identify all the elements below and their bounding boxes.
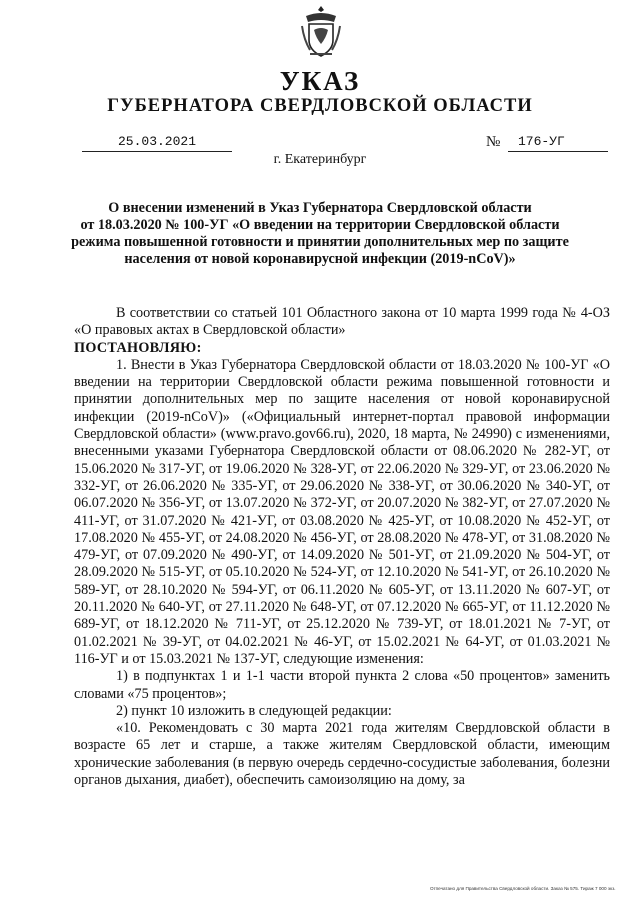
quoted-paragraph: «10. Рекомендовать с 30 марта 2021 года жителям Свердловской области в возрасте 65 лет и старше, а также жителям Свердловской области, имеющим хронические заболевания (в первую очередь сердечно-сосудистые заболевания, болезни органов дыхания, диабет), обеспечить самоизоляцию на дому, за — [74, 720, 610, 789]
print-note: Отпечатано для Правительства Свердловской области. Заказ № 575. Тираж 7 000 экз. — [430, 886, 616, 891]
issuer-title: ГУБЕРНАТОРА СВЕРДЛОВСКОЙ ОБЛАСТИ — [107, 96, 533, 116]
city: г. Екатеринбург — [273, 152, 367, 167]
number-sign: № — [486, 134, 501, 150]
heading-line: О внесении изменений в Указ Губернатора Свердловской области — [108, 200, 532, 216]
subitem-1: 1) в подпунктах 1 и 1-1 части второй пункта 2 слова «50 процентов» заменить словами «75 процентов»; — [74, 668, 610, 702]
decree-number: 176-УГ — [508, 134, 608, 152]
heading-line: от 18.03.2020 № 100-УГ «О введении на территории Свердловской области — [80, 217, 560, 233]
item-1: 1. Внести в Указ Губернатора Свердловской области от 18.03.2020 № 100-УГ «О введении на территории Свердловской области режима повышенной готовности и принятии дополнительных мер по защите населения от новой коронавирусной инфекции (2019-nCoV)» («Официальный интернет-портал правовой информации Свердловской области» (www.pravo.gov66.ru), 2020, 18 марта, № 24990) с изменениями, внесенными указами Губернатора Свердловской области от 08.06.2020 № 282-УГ, от 15.06.2020 № 317-УГ, от 19.06.2020 № 328-УГ, от 22.06.2020 № 329-УГ, от 23.06.2020 № 332-УГ, от 26.06.2020 № 335-УГ, от 29.06.2020 № 338-УГ, от 30.06.2020 № 340-УГ, от 06.07.2020 № 356-УГ, от 13.07.2020 № 372-УГ, от 20.07.2020 № 382-УГ, от 27.07.2020 № 411-УГ, от 31.07.2020 № 421-УГ, от 03.08.2020 № 425-УГ, от 10.08.2020 № 452-УГ, от 17.08.2020 № 455-УГ, от 24.08.2020 № 456-УГ, от 28.08.2020 № 478-УГ, от 31.08.2020 № 479-УГ, от 07.09.2020 № 490-УГ, от 14.09.2020 № 501-УГ, от 21.09.2020 № 504-УГ, от 28.09.2020 № 515-УГ, от 05.10.2020 № 524-УГ, от 12.10.2020 № 541-УГ, от 26.10.2020 № 589-УГ, от 28.10.2020 № 594-УГ, от 06.11.2020 № 605-УГ, от 13.11.2020 № 607-УГ, от 20.11.2020 № 640-УГ, от 27.11.2020 № 648-УГ, от 07.12.2020 № 665-УГ, от 11.12.2020 № 689-УГ, от 18.12.2020 № 711-УГ, от 25.12.2020 № 739-УГ, от 18.01.2021 № 7-УГ, от 01.02.2021 № 39-УГ, от 04.02.2021 № 46-УГ, от 15.02.2021 № 64-УГ, от 01.03.2021 № 116-УГ и от 15.03.2021 № 137-УГ, следующие изменения: — [74, 356, 610, 667]
preamble: В соответствии со статьей 101 Областного закона от 10 марта 1999 года № 4-ОЗ «О правовых актах в Свердловской области» — [74, 305, 610, 339]
subitem-2: 2) пункт 10 изложить в следующей редакции: — [116, 702, 392, 719]
decree-heading — [60, 200, 580, 268]
decree-date: 25.03.2021 — [82, 134, 232, 152]
decree-word: ПОСТАНОВЛЯЮ: — [74, 339, 202, 356]
document-type-title: УКАЗ — [279, 66, 361, 96]
coat-of-arms-icon — [300, 4, 342, 60]
heading-line: населения от новой коронавирусной инфекции (2019-nCoV)» — [124, 251, 516, 267]
heading-line: режима повышенной готовности и принятии дополнительных мер по защите — [71, 234, 569, 250]
decree-body — [74, 305, 610, 789]
